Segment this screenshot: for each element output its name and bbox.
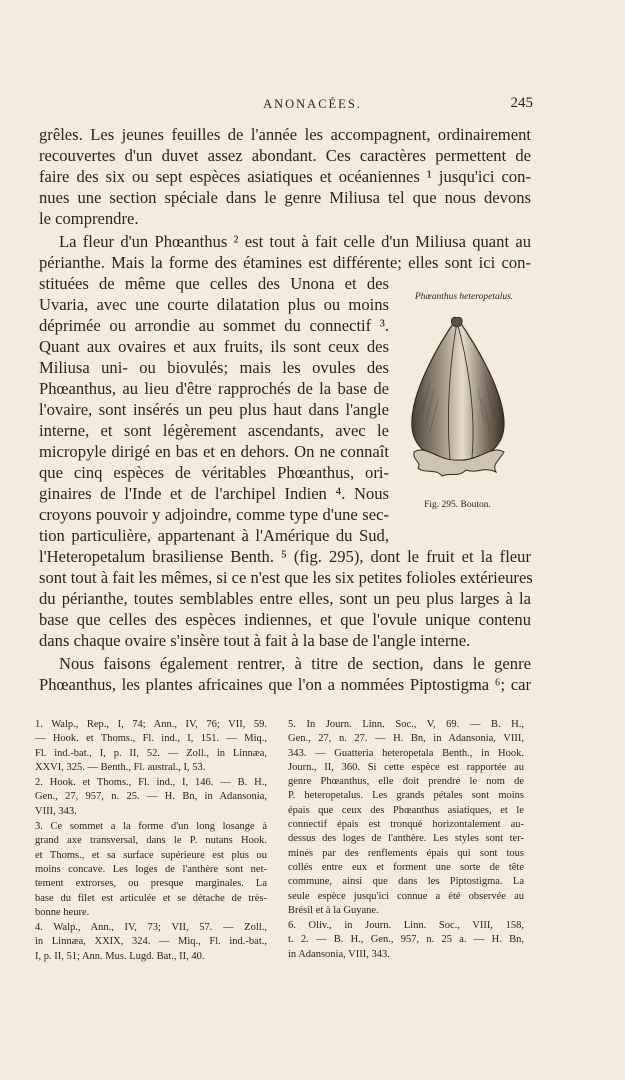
footnote-line: moins concave. Les loges de l'anthère sont net- [35,863,267,875]
footnote-line: XXVI, 325. — Benth., Fl. austral., I, 53. [35,761,206,773]
footnote-line: in Linnæa, XXIX, 324. — Miq., Fl. ind.-bat., [35,936,267,948]
footnote-line: et Thoms., et sa surface supérieure est plus ou [35,849,267,861]
body-line: le comprendre. [39,209,139,228]
footnote-line: grand axe transversal, dans le P. nutans Hook. [35,835,267,847]
footnote-line: 1. Walp., Rep., I, 74; Ann., IV, 76; VII, 59. [35,719,267,730]
footnote [288,718,524,918]
footnote-line: épais que ceux des Phœanthus asiatiques, et le [288,804,524,816]
figure-label: Fig. 295. Bouton. [424,500,491,510]
footnote-line: t. 2. — B. H., Gen., 957, n. 25 a. — H. Bn, [288,934,524,946]
footnote-line: 3. Ce sommet a la forme d'un long losange à [35,821,267,833]
footnote [35,820,267,920]
body-line: stituées de même que celles des Unona et des [39,274,389,293]
footnote-line: Fl. ind.-bat., I, p. II, 52. — Zoll., in Linnæa, [35,747,267,759]
footnote [288,919,524,962]
footnotes-left-column [35,718,267,965]
body-line: grêles. Les jeunes feuilles de l'année les accompagnent, ordinairement [39,125,531,144]
footnote-line: seule espèce jusqu'ici connue a été observée au [288,890,524,902]
footnote-line: Journ., II, 360. Si cette espèce est rapportée au [288,761,524,773]
body-line: base que celles des espèces indiennes, et que l'ovule unique contenu [39,610,531,629]
footnote-line: collés entre eux et forment une sorte de tête [288,861,524,873]
footnote-line: genre Phœanthus, elle doit prendre le nom de [288,776,524,788]
body-line: Miliusa uni- ou biovulés; mais les ovules des [39,358,389,377]
body-line: Nous faisons également rentrer, à titre de section, dans le genre [59,654,531,673]
page-number: 245 [510,95,533,111]
footnote-line: 343. — Guatteria heteropetala Benth., in Hook. [288,747,524,759]
footnote-line: in Adansonia, VIII, 343. [288,948,390,960]
body-line: recouvertes d'un duvet assez abondant. Ces caractères permettent de [39,146,531,165]
body-line: l'ovaire, sont insérés un peu plus haut dans l'angle [39,400,389,419]
footnote-line: minés par des renflements épais qui sont tous [288,847,524,859]
footnote [35,718,267,775]
body-line: faire des six ou sept espèces asiatiques et océaniennes ¹ jusqu'ici con- [39,167,531,186]
running-title: ANONACÉES. [263,97,362,111]
body-line: sont tout à fait les mêmes, si ce n'est que les six petites folioles extérieures [39,568,533,587]
body-line: micropyle dirigé en bas et en dehors. On ne connaît [39,442,389,461]
footnote-line: dessus des loges de l'anthère. Les styles sont ter- [288,833,524,845]
body-line: l'Heteropetalum brasiliense Benth. ⁵ (fig. 295), dont le fruit et la fleur [39,547,531,566]
body-line: Uvaria, avec une courte dilatation plus ou moins [39,295,389,314]
footnote-line: P. heteropetalus. Les grands pétales sont moins [288,790,524,802]
figure-species-caption: Phœanthus heteropetalus. [414,292,514,302]
body-line: croyons pouvoir y adjoindre, comme type d'une sec- [39,505,389,524]
body-line: La fleur d'un Phœanthus ² est tout à fait celle d'un Miliusa quant au [59,232,531,251]
body-line: déprimée ou arrondie au sommet du connectif ³. [39,316,389,335]
footnote-line: I, p. II, 51; Ann. Mus. Lugd. Bat., II, 40. [35,950,205,962]
footnote [35,776,267,819]
body-line: Phœanthus, les plantes africaines que l'on a nommées Piptostigma ⁶; car [39,675,531,694]
body-line: dans chaque ovaire s'insère tout à fait à la base de l'angle interne. [39,631,471,650]
footnote-line: commune, ainsi que dans les Piptostigma. La [288,876,524,888]
footnotes-right-column [288,718,524,963]
footnote-line: VIII, 343. [35,805,77,817]
footnote-line: tement extrorses, ou presque marginales. La [35,878,267,890]
footnote-line: 5. In Journ. Linn. Soc., V, 69. — B. H., [288,719,524,730]
footnote-line: 4. Walp., Ann., IV, 73; VII, 57. — Zoll., [35,922,267,934]
footnote-line: connectif épais est tronqué horizontalement au- [288,819,524,831]
footnote-line: 6. Oliv., in Journ. Linn. Soc., VIII, 158, [288,920,524,932]
footnote-line: Gen., 27, n. 27. — H. Bn, in Adansonia, VIII, [288,733,524,745]
footnote [35,921,267,964]
body-line: du périanthe, toutes semblables entre elles, sont un peu plus larges à la [39,589,531,608]
body-line: Quant aux ovaires et aux fruits, ils sont ceux des [39,337,389,356]
flower-bud-illustration [400,312,515,487]
body-line: périanthe. Mais la forme des étamines est différente; elles sont ici con- [39,253,531,272]
footnote-line: — Hook. et Thoms., Fl. ind., I, 151. — Miq., [35,733,267,745]
body-line: ginaires de l'Inde et de l'archipel Indien ⁴. Nous [39,484,389,503]
body-line: que cinq espèces de véritables Phœanthus, ori- [39,463,389,482]
footnote-line: bonne heure. [35,906,90,918]
footnote-line: base du filet est articulée et se détache de très- [35,892,267,904]
body-line: nues une section spéciale dans le genre Miliusa tel que nous devons [39,188,531,207]
body-line: tion particulière, appartenant à l'Amérique du Sud, [39,526,389,545]
body-line: Phœanthus, au lieu d'être rapprochés de la base de [39,379,389,398]
body-line: interne, et sont légèrement ascendants, avec le [39,421,389,440]
footnote-line: 2. Hook. et Thoms., Fl. ind., I, 146. — B. H., [35,777,267,789]
footnote-line: Gen., 27, 957, n. 25. — H. Bn, in Adansonia, [35,791,267,803]
footnote-line: Brésil et à la Guyane. [288,904,379,916]
